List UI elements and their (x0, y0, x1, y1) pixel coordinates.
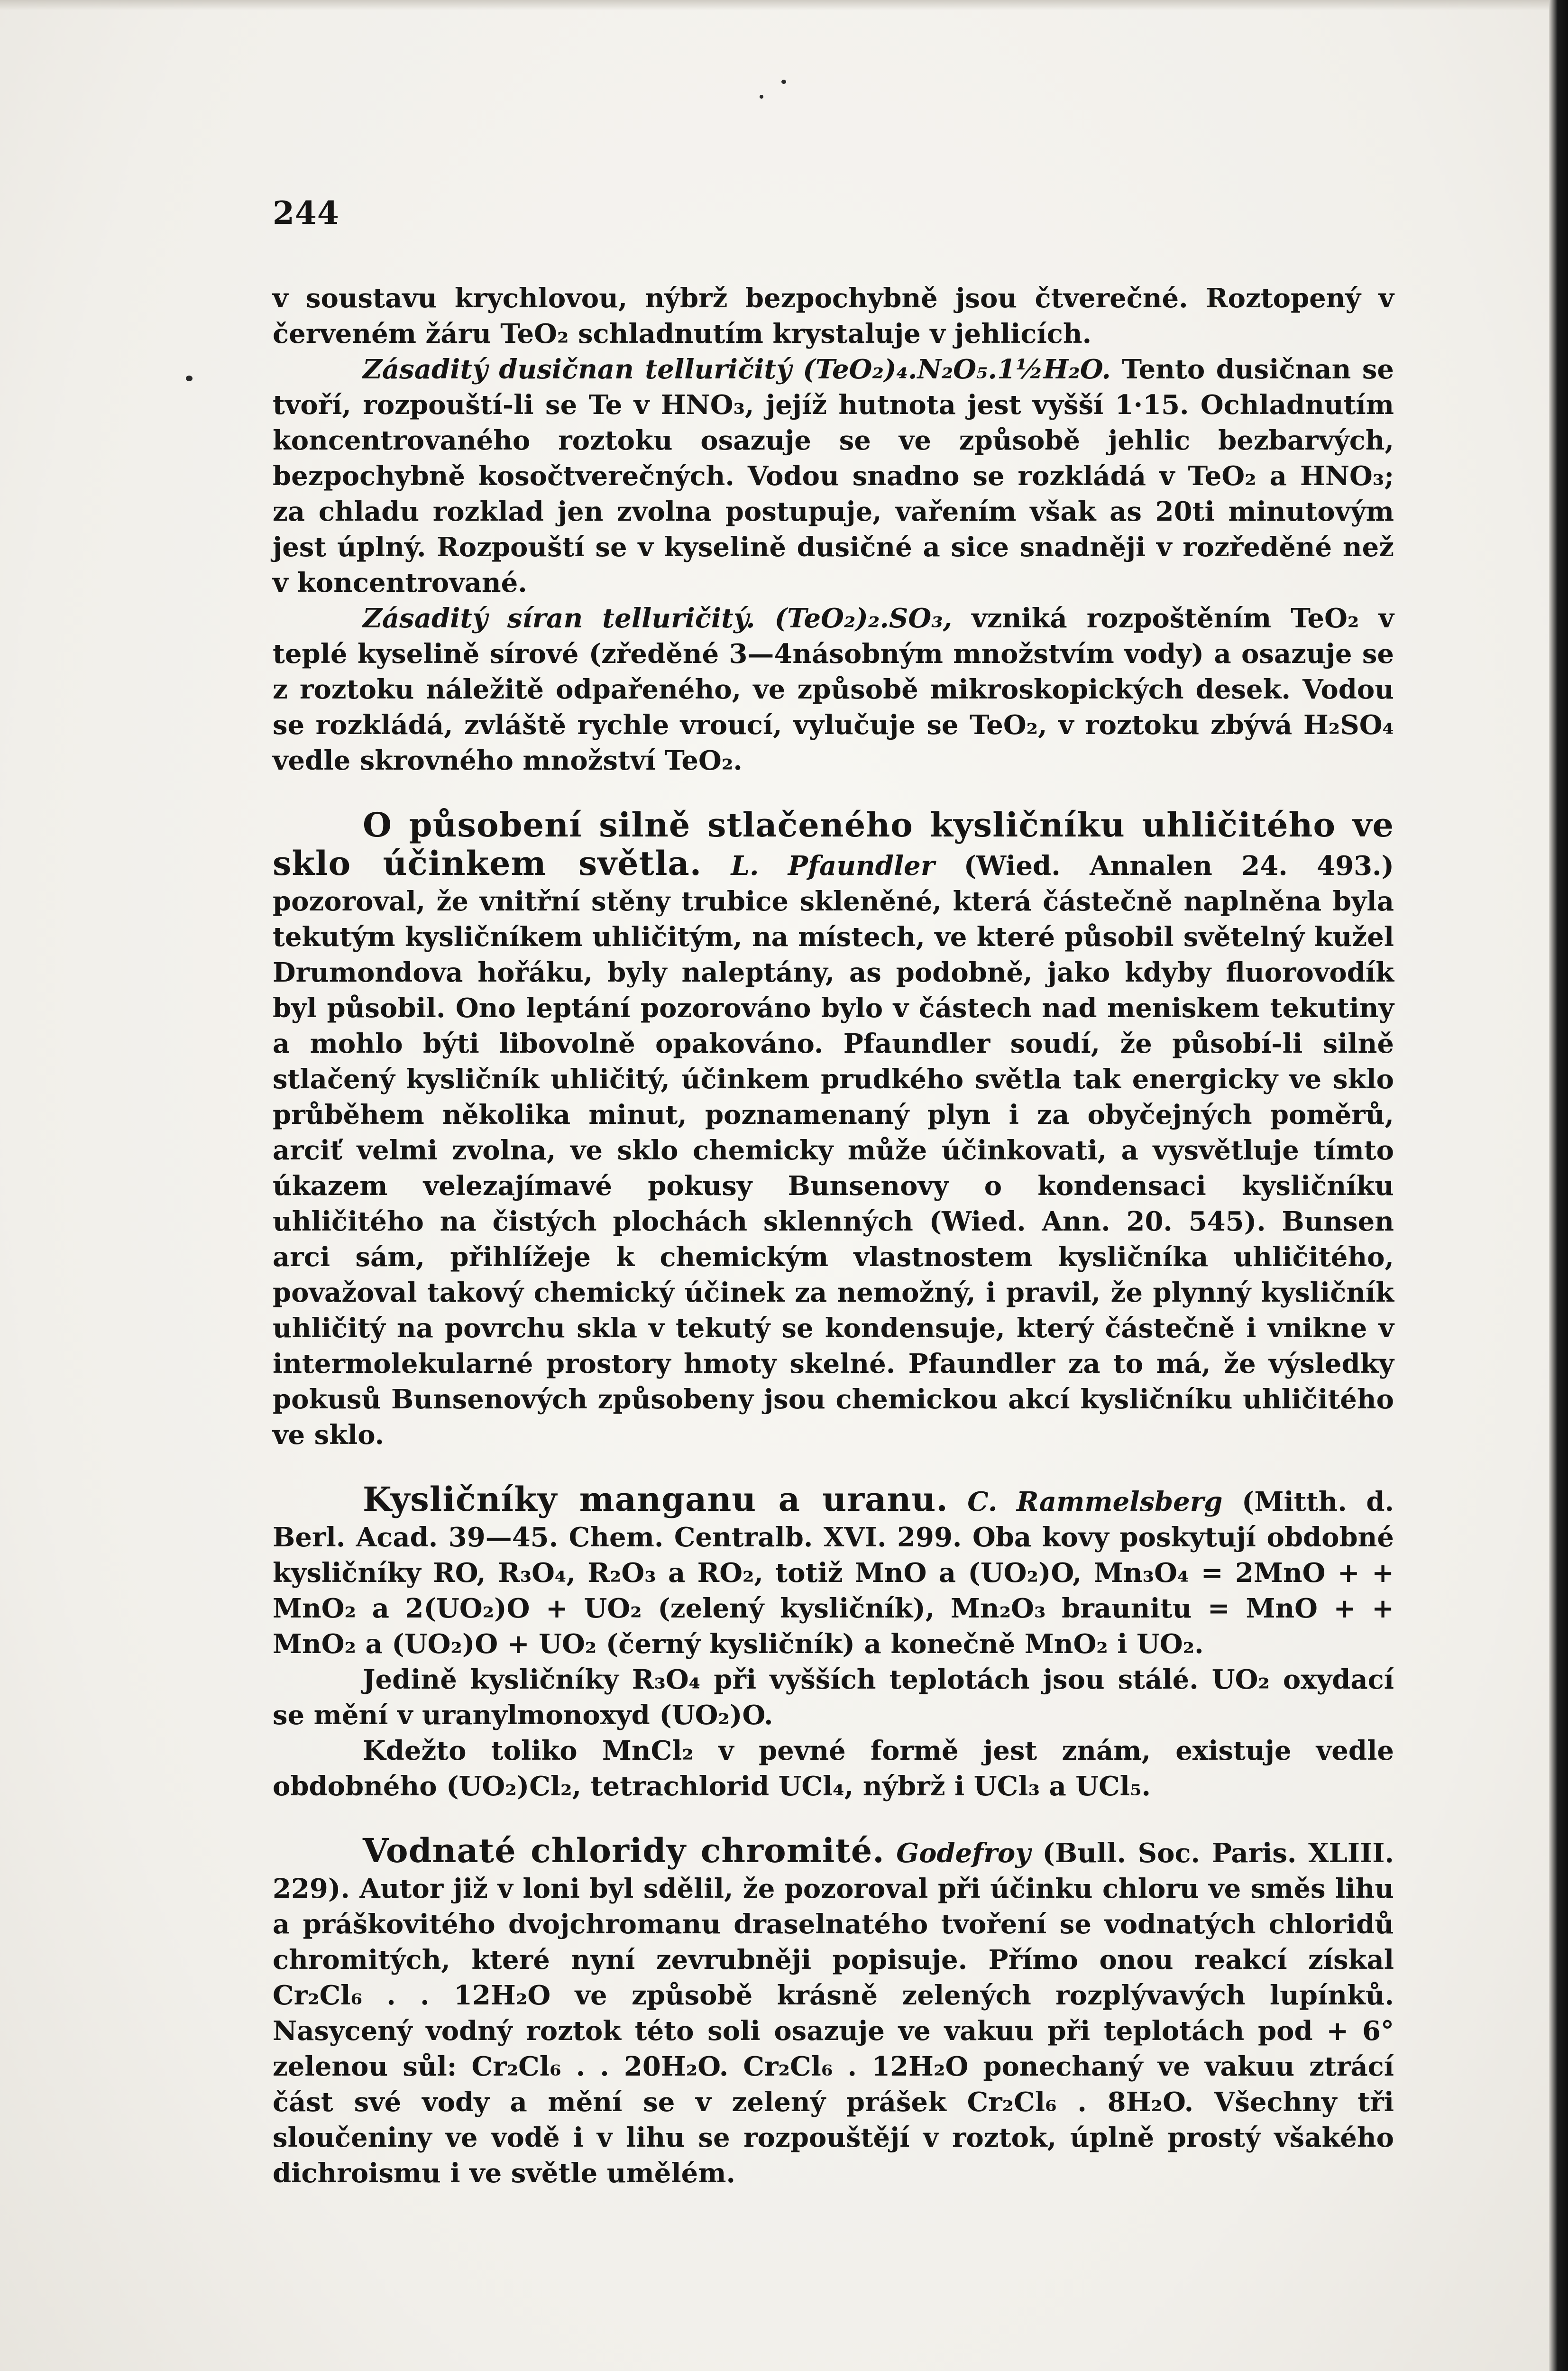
scan-speck (760, 95, 763, 99)
paragraph-text: Tento dusičnan se tvoří, rozpouští-li se Te v HNO₃, jejíž hutnota jest vyšší 1·15. Ochladnutím koncentrovaného roztoku osazuje se ve způsobě jehlic bezbarvých, bezpochybně kosočtverečných. Vodou snadno se rozkládá v TeO₂ a HNO₃; za chladu rozklad jen zvolna postupuje, vařením však as 20ti minutovým jest úplný. Rozpouští se v kyselině dusičné a sice snadněji v rozředěné než v koncentrované. (273, 354, 1394, 598)
scan-speck (186, 376, 193, 381)
article-author: Godefroy (896, 1838, 1031, 1869)
paragraph (273, 281, 1394, 352)
paragraph-text: (Wied. Annalen 24. 493.) pozoroval, že vnitřní stěny trubice skleněné, která částečně naplněna byla tekutým kysličníkem uhličitým, na místech, ve které působil světelný kužel Drumondova hořáku, byly naleptány, as podobně, jako kdyby fluorovodík byl působil. Ono leptání pozorováno bylo v částech nad meniskem tekutiny a mohlo býti libovolně opakováno. Pfaundler soudí, že působí-li silně stlačený kysličník uhličitý, účinkem prudkého světla tak energicky ve sklo průběhem několika minut, poznamenaný plyn i za obyčejných poměrů, arciť velmi zvolna, ve sklo chemicky může účinkovati, a vysvětluje tímto úkazem velezajímavé pokusy Bunsenovy o kondensaci kysličníku uhličitého na čistých plochách sklenných (Wied. Ann. 20. 545). Bunsen arci sám, přihlížeje k chemickým vlastnostem kysličníka uhličitého, považoval takový chemický účinek za nemožný, i pravil, že plynný kysličník uhličitý na povrchu skla v tekutý se kondensuje, který částečně i vnikne v intermolekularné prostory hmoty skelné. Pfaundler za to má, že výsledky pokusů Bunsenových způsobeny jsou chemickou akcí kysličníku uhličitého ve sklo. (273, 850, 1394, 1451)
paragraph (273, 352, 1394, 601)
paragraph (273, 1733, 1394, 1804)
paragraph-text: Kdežto toliko MnCl₂ v pevné formě jest znám, existuje vedle obdobného (UO₂)Cl₂, tetrachlorid UCl₄, nýbrž i UCl₃ a UCl₅. (273, 1735, 1394, 1802)
article-text (273, 281, 1394, 2191)
compound-title: Zásaditý dusičnan telluričitý (TeO₂)₄.N₂O₅.1½H₂O. (363, 354, 1111, 385)
article-paragraph (273, 1481, 1394, 1662)
paragraph-text: (Bull. Soc. Paris. XLIII. 229). Autor již v loni byl sdělil, že pozoroval při účinku chloru ve směs lihu a práškovitého dvojchromanu draselnatého tvoření se vodnatých chloridů chromitých, které nyní zevrubněji popisuje. Přímo onou reakcí získal Cr₂Cl₆ . . 12H₂O ve způsobě krásně zelených rozplývavých lupínků. Nasycený vodný roztok této soli osazuje ve vakuu při teplotách pod + 6° zelenou sůl: Cr₂Cl₆ . . 20H₂O. Cr₂Cl₆ . 12H₂O ponechaný ve vakuu ztrácí část své vody a mění se v zelený prášek Cr₂Cl₆ . 8H₂O. Všechny tři sloučeniny ve vodě i v lihu se rozpouštějí v roztok, úplně prostý všakého dichroismu i ve světle umělém. (273, 1838, 1394, 2189)
paragraph-text: (Mitth. d. Berl. Acad. 39—45. Chem. Centralb. XVI. 299. Oba kovy poskytují obdobné kysličníky RO, R₃O₄, R₂O₃ a RO₂, totiž MnO a (UO₂)O, Mn₃O₄ = 2MnO + + MnO₂ a 2(UO₂)O + UO₂ (zelený kysličník), Mn₂O₃ braunitu = MnO + + MnO₂ a (UO₂)O + UO₂ (černý kysličník) a konečně MnO₂ i UO₂. (273, 1486, 1394, 1660)
paragraph (273, 1662, 1394, 1733)
compound-title: Zásaditý síran telluričitý. (TeO₂)₂.SO₃, (363, 603, 953, 634)
paragraph-text: Jedině kysličníky R₃O₄ při vyšších teplotách jsou stálé. UO₂ oxydací se mění v uranylmonoxyd (UO₂)O. (273, 1664, 1394, 1731)
top-edge-shadow (0, 0, 1568, 10)
right-edge-scan-border (1549, 0, 1568, 2371)
article-heading: Vodnaté chloridy chromité. (363, 1831, 885, 1870)
article-author: L. Pfaundler (731, 850, 935, 882)
paragraph-text: vzniká rozpoštěním TeO₂ v teplé kyselině sírové (zředěné 3—4násobným množstvím vody) a osazuje se z roztoku náležitě odpařeného, ve způsobě mikroskopických desek. Vodou se rozkládá, zvláště rychle vroucí, vylučuje se TeO₂, v roztoku zbývá H₂SO₄ vedle skrovného množství TeO₂. (273, 603, 1394, 776)
article-heading: O působení silně stlačeného kysličníku uhličitého ve sklo účinkem světla. (273, 805, 1394, 883)
article-paragraph (273, 1833, 1394, 2191)
paragraph (273, 601, 1394, 779)
paragraph-text: v soustavu krychlovou, nýbrž bezpochybně jsou čtverečné. Roztopený v červeném žáru TeO₂ schladnutím krystaluje v jehlicích. (273, 283, 1394, 349)
scan-speck (781, 80, 786, 84)
article-paragraph (273, 807, 1394, 1453)
article-author: C. Rammelsberg (967, 1486, 1223, 1517)
article-heading: Kysličníky manganu a uranu. (363, 1480, 948, 1519)
page-number: 244 (273, 194, 339, 231)
